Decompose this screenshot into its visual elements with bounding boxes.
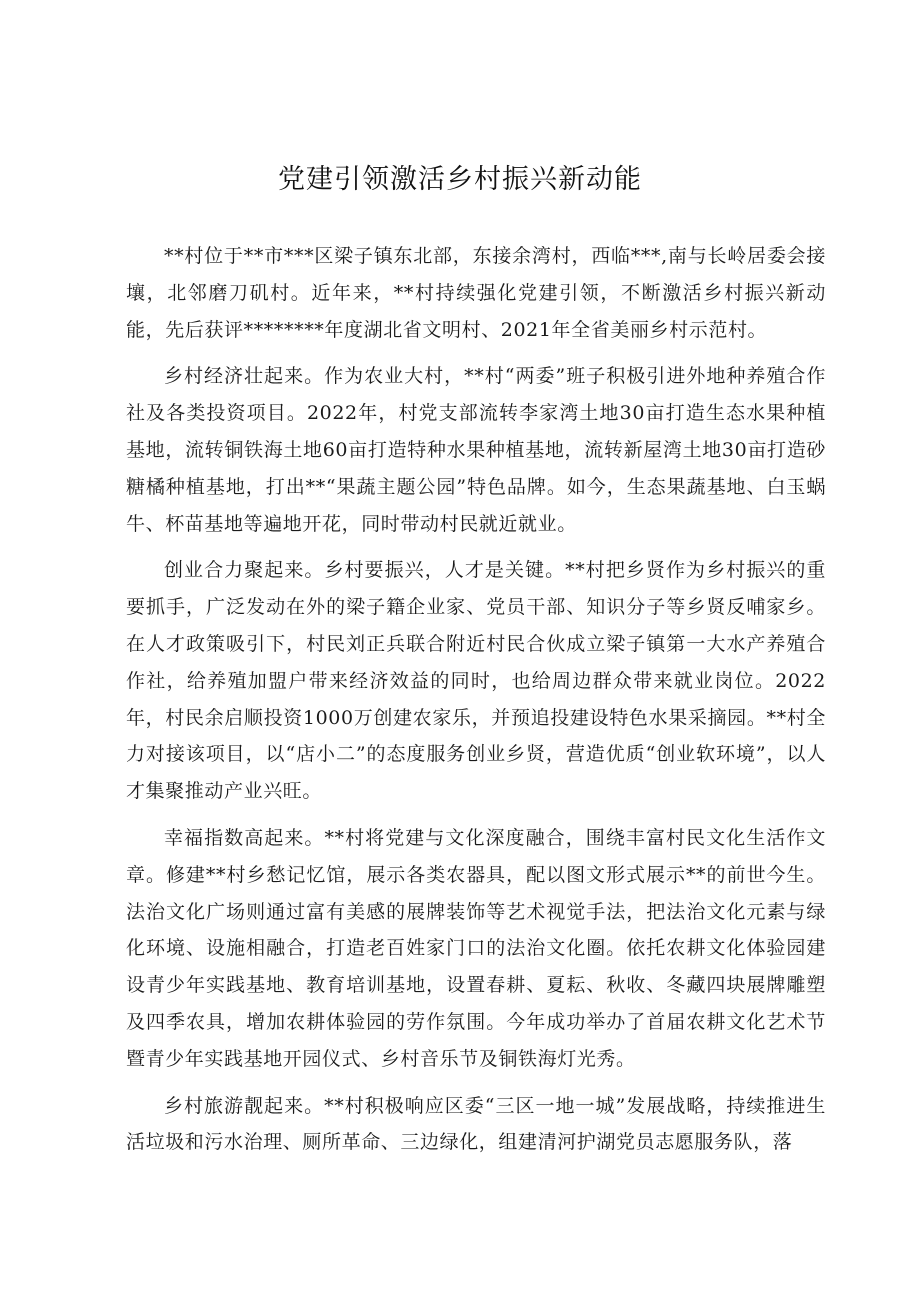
paragraph-tourism: 乡村旅游靓起来。**村积极响应区委“三区一地一城”发展战略，持续推进生活垃圾和污水治理、厕所革命、三边绿化，组建清河护湖党员志愿服务队，落 [126, 1094, 826, 1154]
document-title: 党建引领激活乡村振兴新动能 [278, 164, 642, 195]
paragraph-entrepreneurship: 创业合力聚起来。乡村要振兴，人才是关键。**村把乡贤作为乡村振兴的重要抓手，广泛发动在外的梁子籍企业家、党员干部、知识分子等乡贤反哺家乡。在人才政策吸引下，村民刘正兵联合附近村民合伙成立梁子镇第一大水产养殖合作社，给养殖加盟户带来经济效益的同时，也给周边群众带来就业岗位。2022年，村民余启顺投资1000万创建农家乐，并预追投建设特色水果采摘园。**村全力对接该项目，以“店小二”的态度服务创业乡贤，营造优质“创业软环境”，以人才集聚推动产业兴旺。 [126, 559, 826, 803]
paragraph-intro: **村位于**市***区梁子镇东北部，东接余湾村，西临***,南与长岭居委会接壤，北邻磨刀矶村。近年来，**村持续强化党建引领，不断激活乡村振兴新动能，先后获评********年度湖北省文明村、2021年全省美丽乡村示范村。 [126, 245, 826, 341]
document-body [126, 238, 826, 1171]
paragraph-happiness: 幸福指数高起来。**村将党建与文化深度融合，围绕丰富村民文化生活作文章。修建**村乡愁记忆馆，展示各类农器具，配以图文形式展示**的前世今生。法治文化广场则通过富有美感的展牌装饰等艺术视觉手法，把法治文化元素与绿化环境、设施相融合，打造老百姓家门口的法治文化圈。依托农耕文化体验园建设青少年实践基地、教育培训基地，设置春耕、夏耘、秋收、冬藏四块展牌雕塑及四季农具，增加农耕体验园的劳作氛围。今年成功举办了首届农耕文化艺术节暨青少年实践基地开园仪式、乡村音乐节及铜铁海灯光秀。 [126, 826, 826, 1070]
paragraph-economy: 乡村经济壮起来。作为农业大村，**村“两委”班子积极引进外地种养殖合作社及各类投资项目。2022年，村党支部流转李家湾土地30亩打造生态水果种植基地，流转铜铁海土地60亩打造特种水果种植基地，流转新屋湾土地30亩打造砂糖橘种植基地，打出**“果蔬主题公园”特色品牌。如今，生态果蔬基地、白玉蜗牛、杯苗基地等遍地开花，同时带动村民就近就业。 [126, 365, 826, 535]
